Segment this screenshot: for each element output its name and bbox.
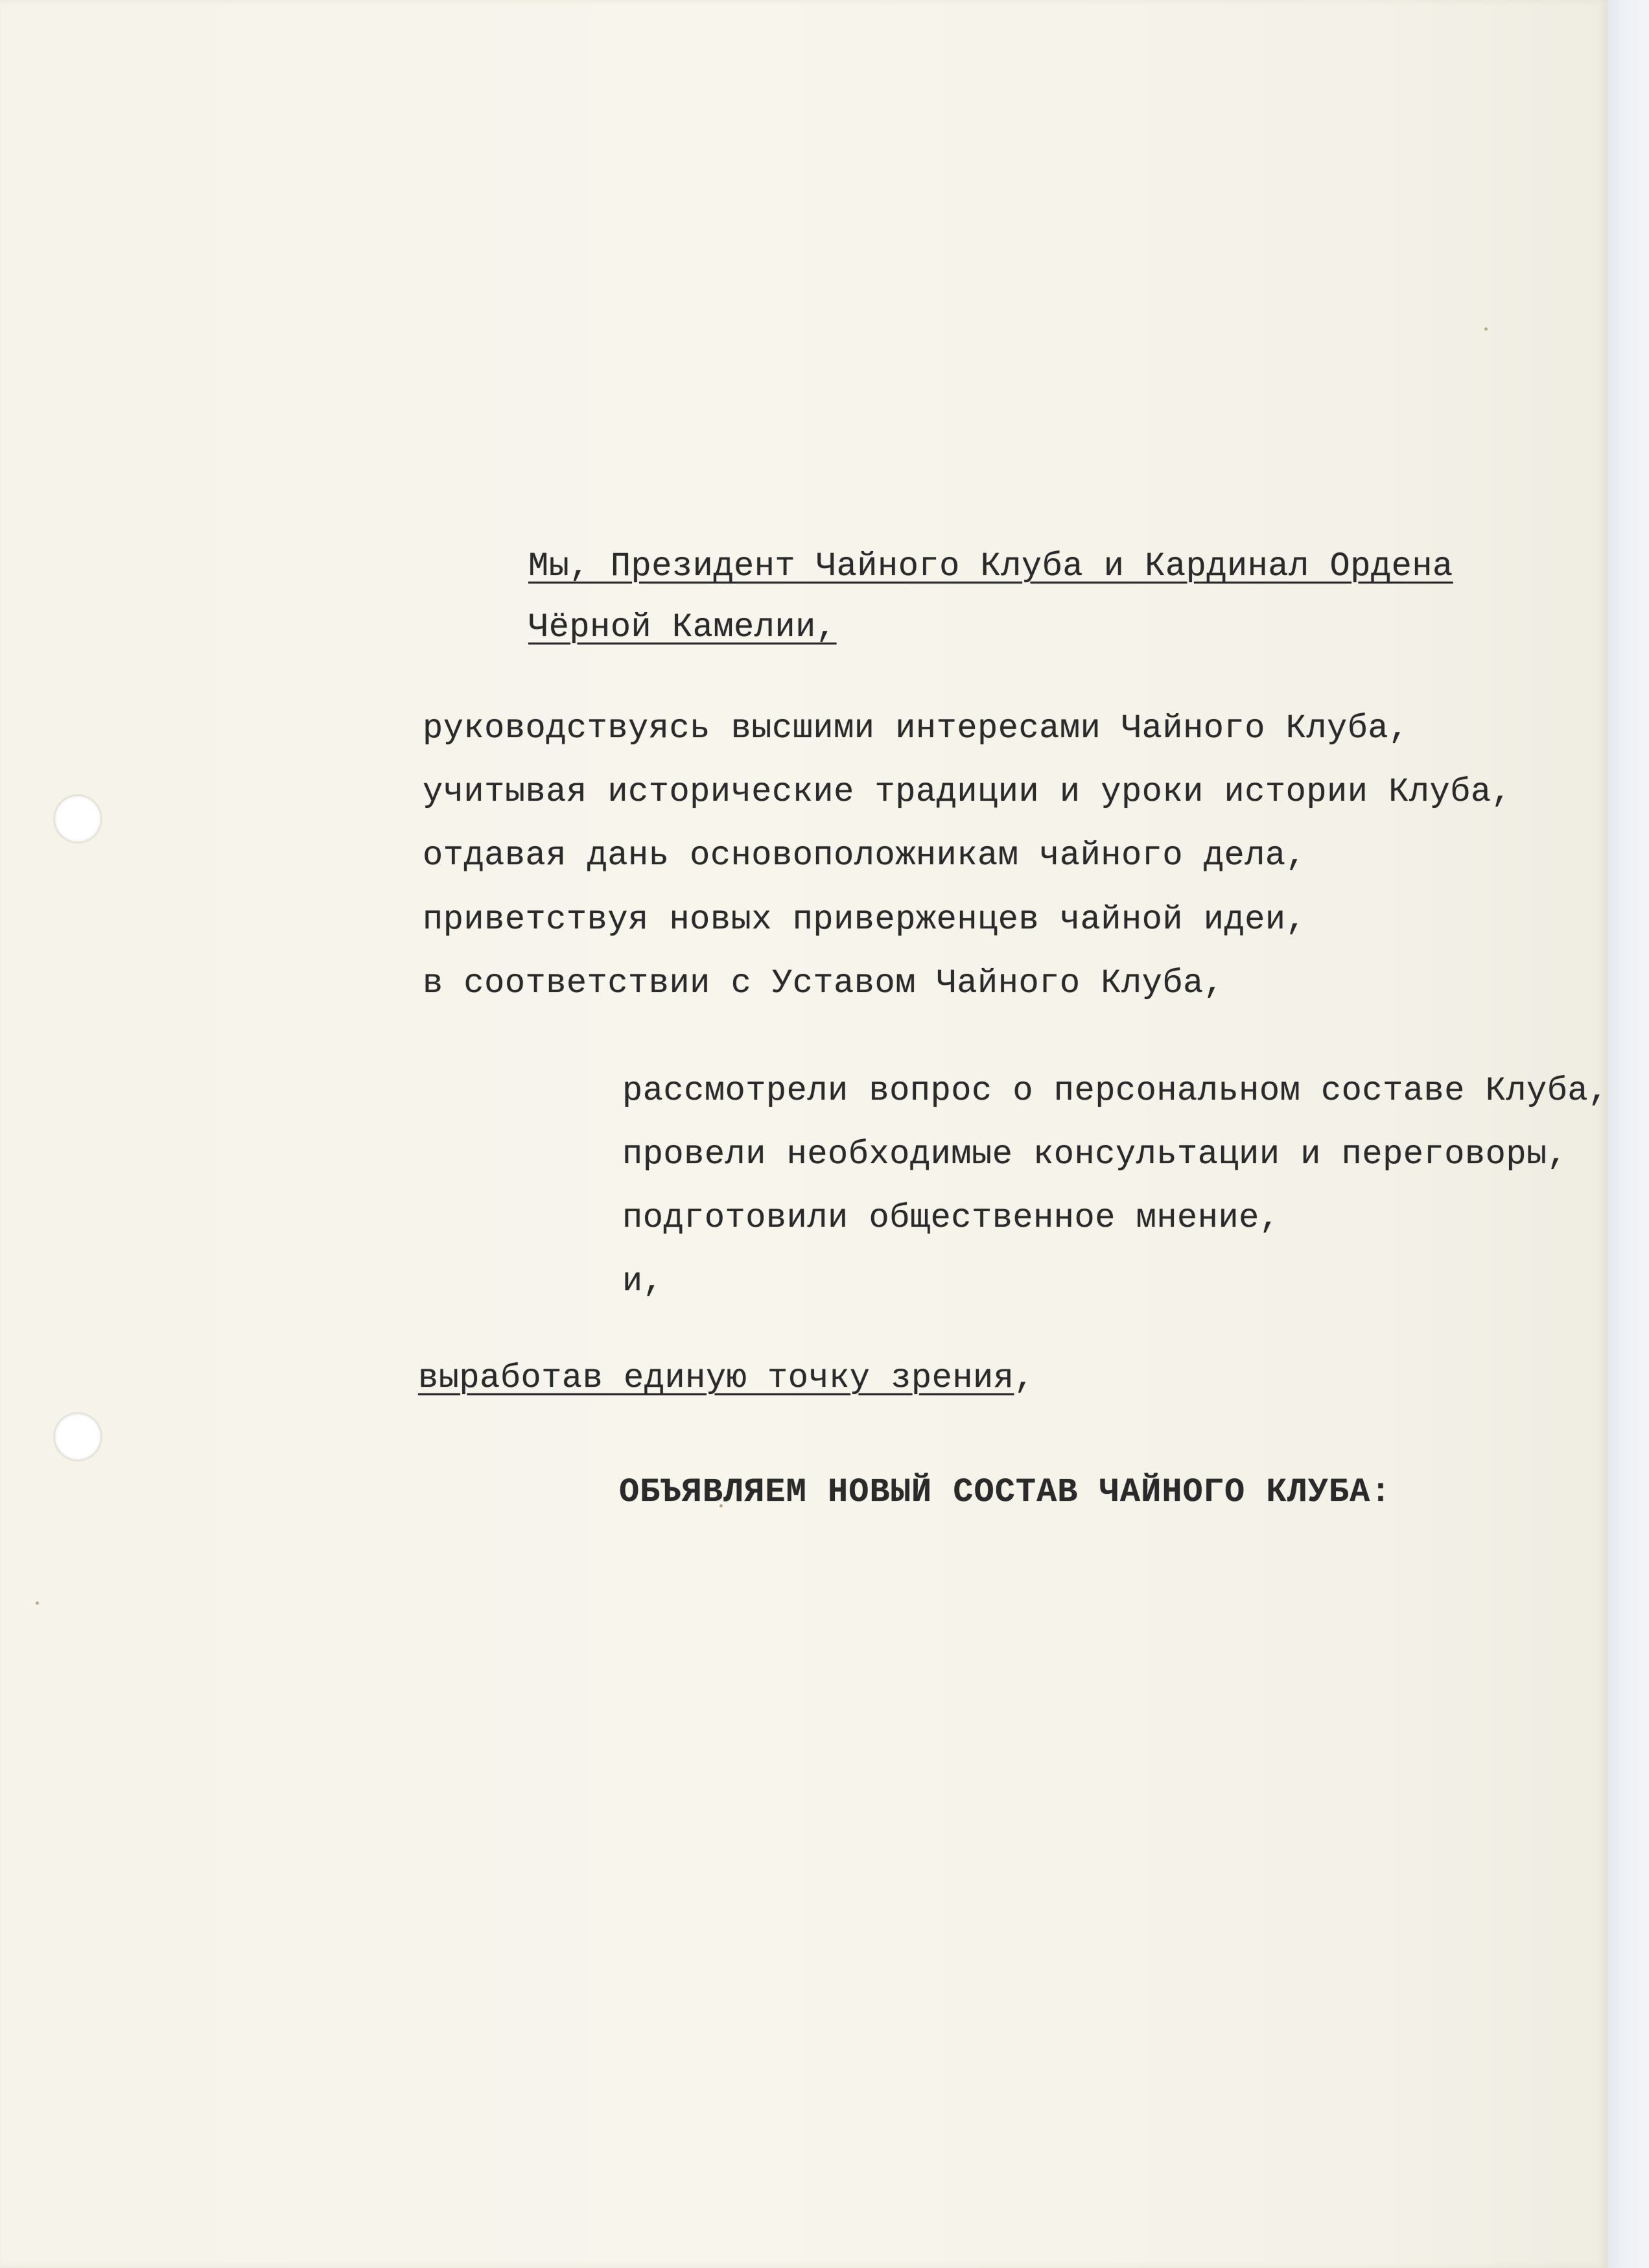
punch-hole-upper: [55, 796, 100, 842]
preamble-line-4: приветствуя новых приверженцев чайной идеи,: [423, 901, 1307, 939]
paper-speck: [1484, 327, 1488, 331]
preamble-line-3: отдавая дань основоположникам чайного дела,: [423, 836, 1307, 875]
consensus-punct: ,: [1014, 1359, 1035, 1397]
action-line-1: рассмотрели вопрос о персональном составе Клуба,: [622, 1072, 1609, 1110]
preamble-line-2: учитывая исторические традиции и уроки истории Клуба,: [423, 773, 1512, 811]
consensus-line: [418, 1359, 1035, 1397]
action-line-2: провели необходимые консультации и переговоры,: [622, 1135, 1568, 1174]
action-line-4: и,: [622, 1262, 664, 1301]
preamble-line-1: руководствуясь высшими интересами Чайного Клуба,: [423, 709, 1409, 748]
action-line-3: подготовили общественное мнение,: [622, 1199, 1280, 1237]
heading-line-2: Чёрной Камелии,: [528, 608, 837, 646]
scan-background-edge: [1608, 0, 1649, 2268]
paper-speck: [36, 1601, 39, 1605]
heading-line-1: Мы, Президент Чайного Клуба и Кардинал Ордена: [528, 547, 1453, 585]
consensus-text: выработав единую точку зрения: [418, 1359, 1014, 1397]
punch-hole-lower: [55, 1414, 100, 1459]
preamble-line-5: в соответствии с Уставом Чайного Клуба,: [423, 964, 1224, 1002]
declaration-heading: ОБЪЯВЛЯЕМ НОВЫЙ СОСТАВ ЧАЙНОГО КЛУБА:: [619, 1473, 1392, 1511]
